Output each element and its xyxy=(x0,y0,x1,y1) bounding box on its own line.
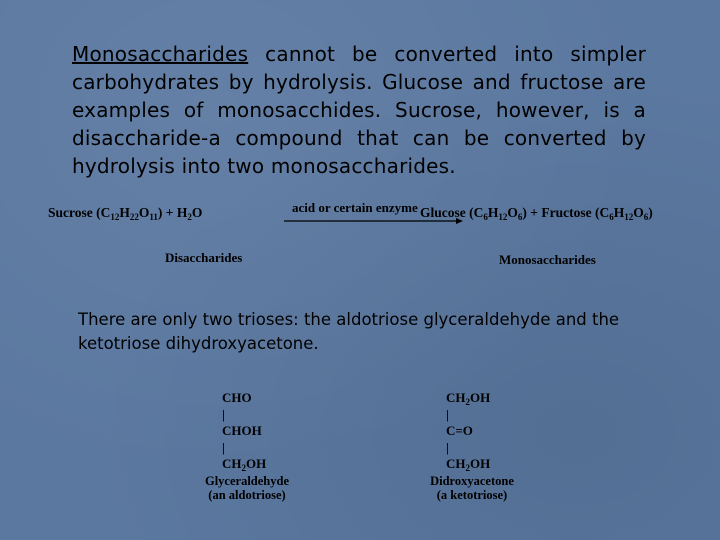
product1-name: Glucose ( xyxy=(420,205,474,220)
formula-c: C xyxy=(473,205,484,220)
structure-line xyxy=(446,456,490,473)
plus-fructose: ) + Fructose ( xyxy=(522,205,600,220)
glyceraldehyde-caption xyxy=(196,474,298,502)
arrow-label: acid or certain enzyme xyxy=(292,200,418,215)
ch-sub: 2 xyxy=(465,463,470,473)
caption-type: (an aldotriose) xyxy=(208,488,286,502)
ch-sub: 2 xyxy=(241,463,246,473)
formula-h: H xyxy=(119,205,130,220)
structure-line xyxy=(446,390,490,407)
bond-line: | xyxy=(222,406,225,422)
formula-o: O xyxy=(507,205,518,220)
monosaccharides-term: Monosaccharides xyxy=(72,42,249,66)
oh-text: OH xyxy=(470,390,491,405)
ch-text: CH xyxy=(446,456,466,471)
water-tail: O xyxy=(191,205,203,220)
formula-o: O xyxy=(633,205,644,220)
caption-name: Glyceraldehyde xyxy=(204,474,289,488)
ch-text: CH xyxy=(446,390,466,405)
equation-reactants xyxy=(48,205,202,221)
caption-name: Didroxyacetone xyxy=(430,474,514,488)
intro-paragraph-text: cannot be converted into simpler carbohydrates by hydrolysis. Glucose and fructose are examples of monosacchides. Sucrose, however, is a disaccharide-a compound that can be converted by hydrolysis into two monosaccharides. xyxy=(72,42,646,178)
dihydroxyacetone-structure xyxy=(446,390,490,473)
bond-line: | xyxy=(222,439,225,455)
reactant-tail: ) + H xyxy=(157,205,188,220)
formula-c: C xyxy=(100,205,111,220)
formula-h-sub: 12 xyxy=(624,212,634,222)
water-sub: 2 xyxy=(187,212,192,222)
formula-o-sub: 6 xyxy=(517,212,523,222)
disaccharides-label: Disaccharides xyxy=(165,250,243,265)
structure-line: C=O xyxy=(446,423,473,438)
formula-o: O xyxy=(138,205,150,220)
formula-c: C xyxy=(599,205,610,220)
intro-paragraph xyxy=(72,40,646,180)
trioses-paragraph: There are only two trioses: the aldotriose glyceraldehyde and the ketotriose dihydroxyacetone. xyxy=(78,310,620,353)
ch-text: CH xyxy=(222,456,242,471)
structure-line xyxy=(222,456,266,473)
monosaccharides-label: Monosaccharides xyxy=(499,252,596,267)
structure-line: CHO xyxy=(222,390,252,405)
reactant-name: Sucrose ( xyxy=(48,205,101,220)
formula-h-sub: 22 xyxy=(129,212,139,222)
structure-line: CHOH xyxy=(222,423,262,438)
bond-line: | xyxy=(446,439,449,455)
equation-products xyxy=(420,205,653,221)
formula-c-sub: 6 xyxy=(609,212,614,222)
formula-h: H xyxy=(613,205,625,220)
formula-c-sub: 6 xyxy=(483,212,488,222)
caption-type: (a ketotriose) xyxy=(436,488,508,502)
formula-h: H xyxy=(487,205,499,220)
close-paren: ) xyxy=(648,205,653,220)
formula-o-sub: 6 xyxy=(643,212,649,222)
formula-h-sub: 12 xyxy=(498,212,508,222)
ch-sub: 2 xyxy=(465,397,470,407)
oh-text: OH xyxy=(470,456,491,471)
formula-o-sub: 11 xyxy=(149,212,158,222)
dihydroxyacetone-caption xyxy=(420,474,524,502)
formula-c-sub: 12 xyxy=(110,212,120,222)
bond-line: | xyxy=(446,406,449,422)
oh-text: OH xyxy=(246,456,267,471)
glyceraldehyde-structure xyxy=(222,390,266,473)
